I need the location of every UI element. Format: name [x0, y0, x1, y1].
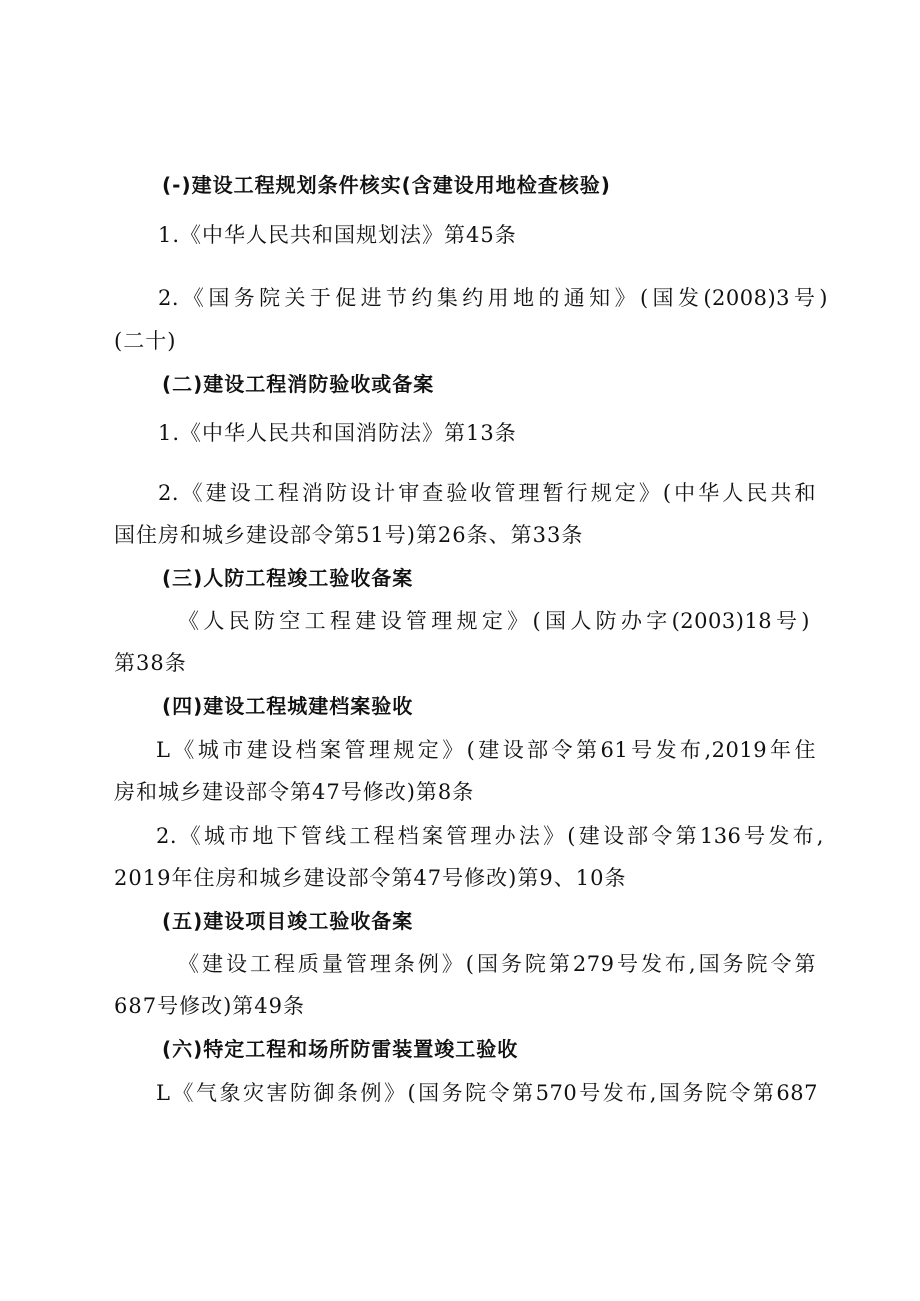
section-heading-5: (五)建设项目竣工验收备案	[162, 909, 414, 933]
section-heading-6: (六)特定工程和场所防雷装置竣工验收	[162, 1037, 519, 1061]
item-3-1-line-1: 《人民防空工程建设管理规定》(国人防办字(2003)18号)	[178, 609, 810, 633]
section-heading-1: (-)建设工程规划条件核实(含建设用地检查核验)	[162, 173, 611, 197]
item-2-1-line-1: 1.《中华人民共和国消防法》第13条	[158, 421, 517, 445]
item-4-2-line-2: 2019年住房和城乡建设部令第47号修改)第9、10条	[114, 866, 627, 890]
item-4-1-line-1: L《城市建设档案管理规定》(建设部令第61号发布,2019年住	[156, 738, 816, 762]
item-3-1-line-2: 第38条	[114, 651, 187, 675]
item-1-2-line-2: (二十)	[114, 329, 177, 353]
item-4-1-line-2: 房和城乡建设部令第47号修改)第8条	[114, 780, 475, 804]
section-heading-4: (四)建设工程城建档案验收	[162, 694, 414, 718]
section-heading-2: (二)建设工程消防验收或备案	[162, 372, 435, 396]
item-2-2-line-1: 2.《建设工程消防设计审查验收管理暂行规定》(中华人民共和	[158, 481, 816, 505]
item-1-2-line-1: 2.《国务院关于促进节约集约用地的通知》(国发(2008)3号)	[158, 286, 828, 310]
item-1-1-line-1: 1.《中华人民共和国规划法》第45条	[158, 223, 517, 247]
item-5-1-line-2: 687号修改)第49条	[114, 994, 305, 1018]
item-4-2-line-1: 2.《城市地下管线工程档案管理办法》(建设部令第136号发布,	[156, 824, 824, 848]
item-6-1-line-1: L《气象灾害防御条例》(国务院令第570号发布,国务院令第687	[156, 1081, 818, 1105]
section-heading-3: (三)人防工程竣工验收备案	[162, 566, 414, 590]
item-2-2-line-2: 国住房和城乡建设部令第51号)第26条、第33条	[114, 523, 584, 547]
item-5-1-line-1: 《建设工程质量管理条例》(国务院第279号发布,国务院令第	[178, 952, 816, 976]
